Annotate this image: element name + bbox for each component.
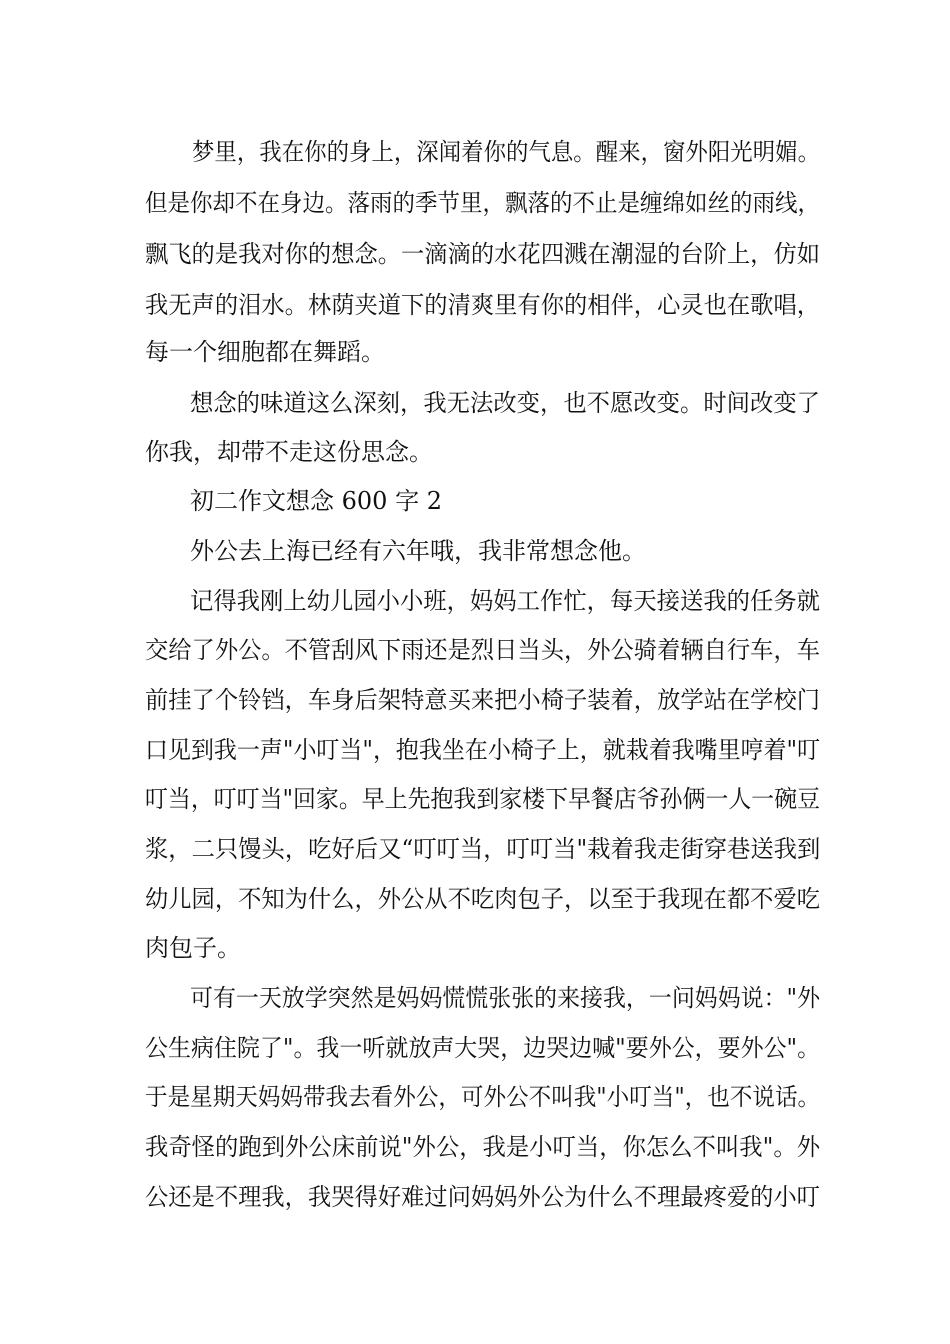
text-line-11: 交给了外公。不管刮风下雨还是烈日当头，外公骑着辆自行车，车 — [145, 636, 820, 664]
text-line-20: 于是星期天妈妈带我去看外公，可外公不叫我"小叮当"，也不说话。 — [145, 1083, 821, 1111]
text-line-15: 浆，二只馒头，吃好后又“叮叮当，叮叮当"栽着我走街穿巷送我到 — [145, 835, 821, 863]
text-line-3: 飘飞的是我对你的想念。一滴滴的水花四溅在潮湿的台阶上，仿如 — [145, 240, 820, 268]
text-line-4: 我无声的泪水。林荫夹道下的清爽里有你的相伴，心灵也在歌唱， — [145, 291, 820, 319]
text-line-5: 每一个细胞都在舞蹈。 — [145, 338, 385, 366]
text-line-18: 可有一天放学突然是妈妈慌慌张张的来接我，一问妈妈说："外 — [190, 984, 821, 1012]
text-line-21: 我奇怪的跑到外公床前说"外公，我是小叮当，你怎么不叫我"。外 — [145, 1133, 821, 1161]
text-line-14: 叮当，叮叮当"回家。早上先抱我到家楼下早餐店爷孙俩一人一碗豆 — [145, 785, 821, 813]
text-line-1: 梦里，我在你的身上，深闻着你的气息。醒来，窗外阳光明媚。 — [192, 138, 820, 166]
text-line-13: 口见到我一声"小叮当"，抱我坐在小椅子上，就栽着我嘴里哼着"叮 — [145, 736, 821, 764]
text-line-12: 前挂了个铃铛，车身后架特意买来把小椅子装着，放学站在学校门 — [145, 686, 820, 714]
text-line-7: 你我，却带不走这份思念。 — [145, 438, 433, 466]
text-line-17: 肉包子。 — [145, 934, 241, 962]
text-line-10: 记得我刚上幼儿园小小班，妈妈工作忙，每天接送我的任务就 — [190, 587, 820, 615]
section-heading: 初二作文想念 600 字 2 — [190, 487, 442, 515]
text-line-2: 但是你却不在身边。落雨的季节里，飘落的不止是缠绵如丝的雨线， — [145, 189, 820, 217]
text-line-6: 想念的味道这么深刻，我无法改变，也不愿改变。时间改变了 — [190, 389, 820, 417]
text-line-16: 幼儿园，不知为什么，外公从不吃肉包子，以至于我现在都不爱吃 — [145, 885, 820, 913]
text-line-19: 公生病住院了"。我一听就放声大哭，边哭边喊"要外公，要外公"。 — [145, 1034, 821, 1062]
text-line-9: 外公去上海已经有六年哦，我非常想念他。 — [190, 537, 646, 565]
text-line-22: 公还是不理我，我哭得好难过问妈妈外公为什么不理最疼爱的小叮 — [145, 1183, 820, 1211]
